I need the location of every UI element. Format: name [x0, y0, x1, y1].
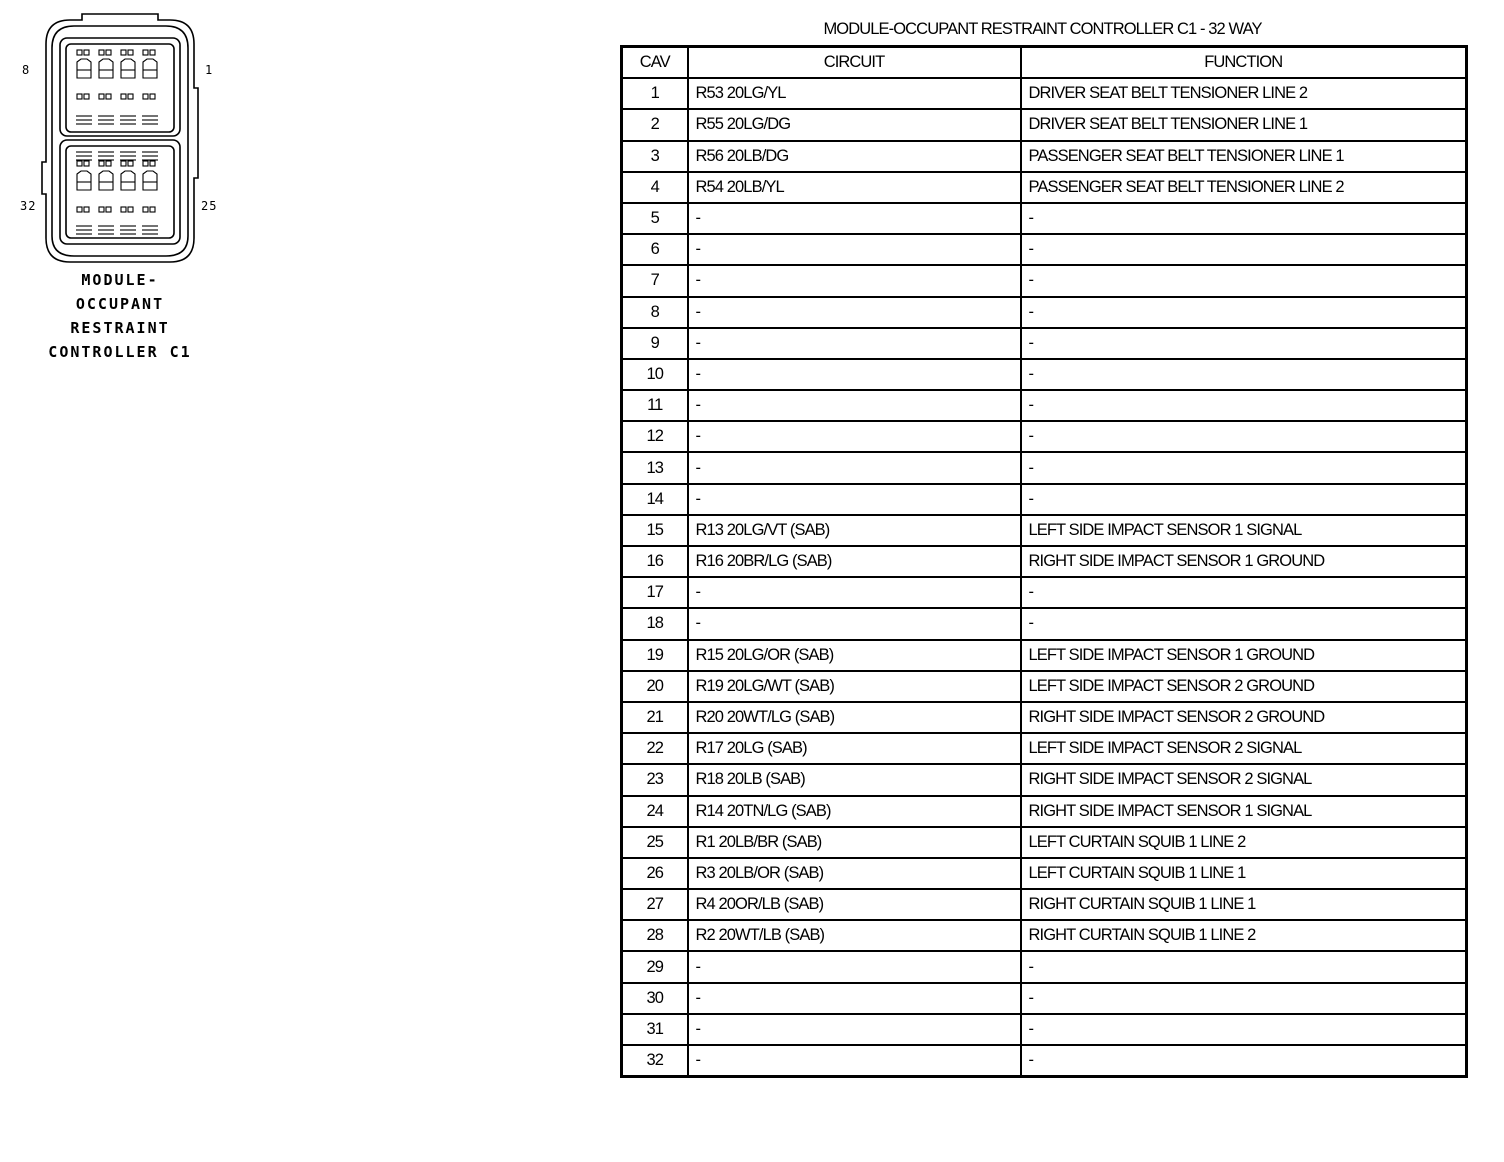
table-header-row — [622, 47, 1467, 79]
terminal-slot — [77, 207, 82, 212]
header-circuit: CIRCUIT — [688, 47, 1021, 79]
function-cell: - — [1021, 390, 1467, 421]
circuit-cell: R15 20LG/OR (SAB) — [688, 640, 1021, 671]
cav-cell: 8 — [622, 297, 688, 328]
terminal-cavity — [99, 171, 113, 190]
terminal-slot — [84, 50, 89, 55]
table-row — [622, 203, 1467, 234]
function-cell: RIGHT SIDE IMPACT SENSOR 1 SIGNAL — [1021, 796, 1467, 827]
circuit-cell: R55 20LG/DG — [688, 109, 1021, 140]
table-row — [622, 702, 1467, 733]
function-cell: - — [1021, 951, 1467, 982]
cav-cell: 26 — [622, 858, 688, 889]
function-cell: LEFT SIDE IMPACT SENSOR 2 GROUND — [1021, 671, 1467, 702]
cavity-grid — [76, 50, 158, 234]
table-row — [622, 172, 1467, 203]
terminal-slot — [77, 161, 82, 166]
terminal-cavity — [143, 59, 157, 78]
upper-cavity-block — [60, 38, 180, 136]
cav-cell: 9 — [622, 328, 688, 359]
function-cell: DRIVER SEAT BELT TENSIONER LINE 2 — [1021, 78, 1467, 109]
function-cell: PASSENGER SEAT BELT TENSIONER LINE 1 — [1021, 141, 1467, 172]
cav-cell: 25 — [622, 827, 688, 858]
table-title: MODULE-OCCUPANT RESTRAINT CONTROLLER C1 - 32 WAY — [823, 20, 1262, 38]
terminal-slot — [143, 207, 148, 212]
cav-cell: 17 — [622, 577, 688, 608]
circuit-cell: R16 20BR/LG (SAB) — [688, 546, 1021, 577]
function-cell: - — [1021, 359, 1467, 390]
circuit-cell: - — [688, 234, 1021, 265]
function-cell: - — [1021, 983, 1467, 1014]
function-cell: LEFT SIDE IMPACT SENSOR 1 GROUND — [1021, 640, 1467, 671]
circuit-cell: - — [688, 359, 1021, 390]
function-cell: - — [1021, 577, 1467, 608]
cav-cell: 14 — [622, 484, 688, 515]
circuit-cell: R17 20LG (SAB) — [688, 733, 1021, 764]
terminal-slot — [84, 161, 89, 166]
table-row — [622, 1014, 1467, 1045]
table-row — [622, 297, 1467, 328]
cav-cell: 1 — [622, 78, 688, 109]
cav-cell: 20 — [622, 671, 688, 702]
table-row — [622, 421, 1467, 452]
table-row — [622, 484, 1467, 515]
table-row — [622, 827, 1467, 858]
pin-label-top-left: 8 — [22, 63, 31, 77]
cav-cell: 24 — [622, 796, 688, 827]
cav-cell: 5 — [622, 203, 688, 234]
connector-caption-line: MODULE- — [81, 271, 159, 289]
header-cav: CAV — [622, 47, 688, 79]
table-row — [622, 234, 1467, 265]
cav-cell: 22 — [622, 733, 688, 764]
terminal-slot — [99, 94, 104, 99]
cav-cell: 29 — [622, 951, 688, 982]
table-row — [622, 141, 1467, 172]
table-row — [622, 671, 1467, 702]
cav-cell: 6 — [622, 234, 688, 265]
table-row — [622, 733, 1467, 764]
terminal-slot — [106, 94, 111, 99]
table-row — [622, 983, 1467, 1014]
circuit-cell: - — [688, 951, 1021, 982]
function-cell: - — [1021, 452, 1467, 483]
terminal-slot — [84, 94, 89, 99]
terminal-slot — [128, 50, 133, 55]
function-cell: - — [1021, 421, 1467, 452]
circuit-cell: R18 20LB (SAB) — [688, 764, 1021, 795]
terminal-cavity — [99, 59, 113, 78]
circuit-cell: - — [688, 1014, 1021, 1045]
terminal-slot — [150, 50, 155, 55]
function-cell: - — [1021, 234, 1467, 265]
terminal-slot — [143, 50, 148, 55]
connector-caption — [20, 268, 220, 364]
upper-cavity-block-inner — [66, 44, 174, 132]
pin-label-bottom-right: 25 — [201, 199, 218, 213]
table-row — [622, 577, 1467, 608]
function-cell: PASSENGER SEAT BELT TENSIONER LINE 2 — [1021, 172, 1467, 203]
header-function: FUNCTION — [1021, 47, 1467, 79]
function-cell: - — [1021, 484, 1467, 515]
cav-cell: 7 — [622, 265, 688, 296]
table-row — [622, 608, 1467, 639]
circuit-cell: - — [688, 484, 1021, 515]
circuit-cell: R1 20LB/BR (SAB) — [688, 827, 1021, 858]
function-cell: RIGHT SIDE IMPACT SENSOR 2 SIGNAL — [1021, 764, 1467, 795]
cav-cell: 10 — [622, 359, 688, 390]
terminal-cavity — [77, 59, 91, 78]
terminal-slot — [121, 50, 126, 55]
connector-caption-line: RESTRAINT — [70, 319, 170, 337]
pin-label-bottom-left: 32 — [20, 199, 37, 213]
table-row — [622, 951, 1467, 982]
terminal-slot — [128, 207, 133, 212]
table-row — [622, 796, 1467, 827]
cav-cell: 16 — [622, 546, 688, 577]
function-cell: RIGHT CURTAIN SQUIB 1 LINE 2 — [1021, 920, 1467, 951]
function-cell: DRIVER SEAT BELT TENSIONER LINE 1 — [1021, 109, 1467, 140]
table-row — [622, 359, 1467, 390]
terminal-slot — [106, 161, 111, 166]
terminal-slot — [128, 161, 133, 166]
circuit-cell: - — [688, 297, 1021, 328]
terminal-slot — [143, 161, 148, 166]
circuit-cell: R54 20LB/YL — [688, 172, 1021, 203]
function-cell: RIGHT SIDE IMPACT SENSOR 1 GROUND — [1021, 546, 1467, 577]
terminal-slot — [77, 50, 82, 55]
table-row — [622, 640, 1467, 671]
cav-cell: 3 — [622, 141, 688, 172]
function-cell: LEFT CURTAIN SQUIB 1 LINE 1 — [1021, 858, 1467, 889]
cav-cell: 4 — [622, 172, 688, 203]
cav-cell: 13 — [622, 452, 688, 483]
circuit-cell: - — [688, 421, 1021, 452]
circuit-cell: R13 20LG/VT (SAB) — [688, 515, 1021, 546]
terminal-slot — [143, 94, 148, 99]
circuit-cell: R4 20OR/LB (SAB) — [688, 889, 1021, 920]
function-cell: LEFT CURTAIN SQUIB 1 LINE 2 — [1021, 827, 1467, 858]
function-cell: LEFT SIDE IMPACT SENSOR 1 SIGNAL — [1021, 515, 1467, 546]
terminal-slot — [106, 50, 111, 55]
terminal-cavity — [121, 59, 135, 78]
terminal-slot — [121, 94, 126, 99]
function-cell: - — [1021, 608, 1467, 639]
cav-cell: 2 — [622, 109, 688, 140]
terminal-cavity — [77, 171, 91, 190]
function-cell: - — [1021, 265, 1467, 296]
circuit-cell: R3 20LB/OR (SAB) — [688, 858, 1021, 889]
cav-cell: 15 — [622, 515, 688, 546]
circuit-cell: R56 20LB/DG — [688, 141, 1021, 172]
pin-label-top-right: 1 — [205, 63, 214, 77]
cav-cell: 19 — [622, 640, 688, 671]
circuit-cell: R20 20WT/LG (SAB) — [688, 702, 1021, 733]
terminal-slot — [99, 207, 104, 212]
terminal-cavity — [143, 171, 157, 190]
terminal-slot — [77, 94, 82, 99]
function-cell: RIGHT CURTAIN SQUIB 1 LINE 1 — [1021, 889, 1467, 920]
terminal-slot — [150, 94, 155, 99]
pinout-table — [620, 45, 1468, 1078]
table-row — [622, 390, 1467, 421]
table-row — [622, 452, 1467, 483]
terminal-slot — [121, 207, 126, 212]
table-row — [622, 265, 1467, 296]
connector-face-diagram — [0, 0, 240, 270]
table-row — [622, 889, 1467, 920]
circuit-cell: R53 20LG/YL — [688, 78, 1021, 109]
function-cell: - — [1021, 328, 1467, 359]
circuit-cell: R14 20TN/LG (SAB) — [688, 796, 1021, 827]
terminal-slot — [106, 207, 111, 212]
table-row — [622, 764, 1467, 795]
function-cell: LEFT SIDE IMPACT SENSOR 2 SIGNAL — [1021, 733, 1467, 764]
circuit-cell: - — [688, 452, 1021, 483]
function-cell: - — [1021, 203, 1467, 234]
terminal-slot — [99, 161, 104, 166]
circuit-cell: - — [688, 608, 1021, 639]
function-cell: - — [1021, 297, 1467, 328]
function-cell: - — [1021, 1045, 1467, 1077]
connector-caption-line: CONTROLLER C1 — [48, 343, 192, 361]
circuit-cell: - — [688, 577, 1021, 608]
table-row — [622, 328, 1467, 359]
table-row — [622, 858, 1467, 889]
table-row — [622, 78, 1467, 109]
circuit-cell: R19 20LG/WT (SAB) — [688, 671, 1021, 702]
cav-cell: 28 — [622, 920, 688, 951]
cav-cell: 31 — [622, 1014, 688, 1045]
cav-cell: 32 — [622, 1045, 688, 1077]
circuit-cell: - — [688, 328, 1021, 359]
cav-cell: 27 — [622, 889, 688, 920]
terminal-slot — [121, 161, 126, 166]
circuit-cell: - — [688, 390, 1021, 421]
terminal-slot — [99, 50, 104, 55]
cav-cell: 11 — [622, 390, 688, 421]
circuit-cell: - — [688, 265, 1021, 296]
cav-cell: 30 — [622, 983, 688, 1014]
circuit-cell: - — [688, 1045, 1021, 1077]
circuit-cell: R2 20WT/LB (SAB) — [688, 920, 1021, 951]
terminal-cavity — [121, 171, 135, 190]
terminal-slot — [150, 207, 155, 212]
cav-cell: 18 — [622, 608, 688, 639]
cav-cell: 12 — [622, 421, 688, 452]
connector-housing-inner-outline — [52, 26, 188, 256]
circuit-cell: - — [688, 203, 1021, 234]
function-cell: RIGHT SIDE IMPACT SENSOR 2 GROUND — [1021, 702, 1467, 733]
cav-cell: 23 — [622, 764, 688, 795]
terminal-slot — [128, 94, 133, 99]
table-row — [622, 546, 1467, 577]
connector-caption-line: OCCUPANT — [75, 295, 165, 313]
circuit-cell: - — [688, 983, 1021, 1014]
terminal-slot — [84, 207, 89, 212]
terminal-slot — [150, 161, 155, 166]
table-row — [622, 109, 1467, 140]
table-row — [622, 1045, 1467, 1077]
cav-cell: 21 — [622, 702, 688, 733]
table-row — [622, 515, 1467, 546]
function-cell: - — [1021, 1014, 1467, 1045]
table-row — [622, 920, 1467, 951]
